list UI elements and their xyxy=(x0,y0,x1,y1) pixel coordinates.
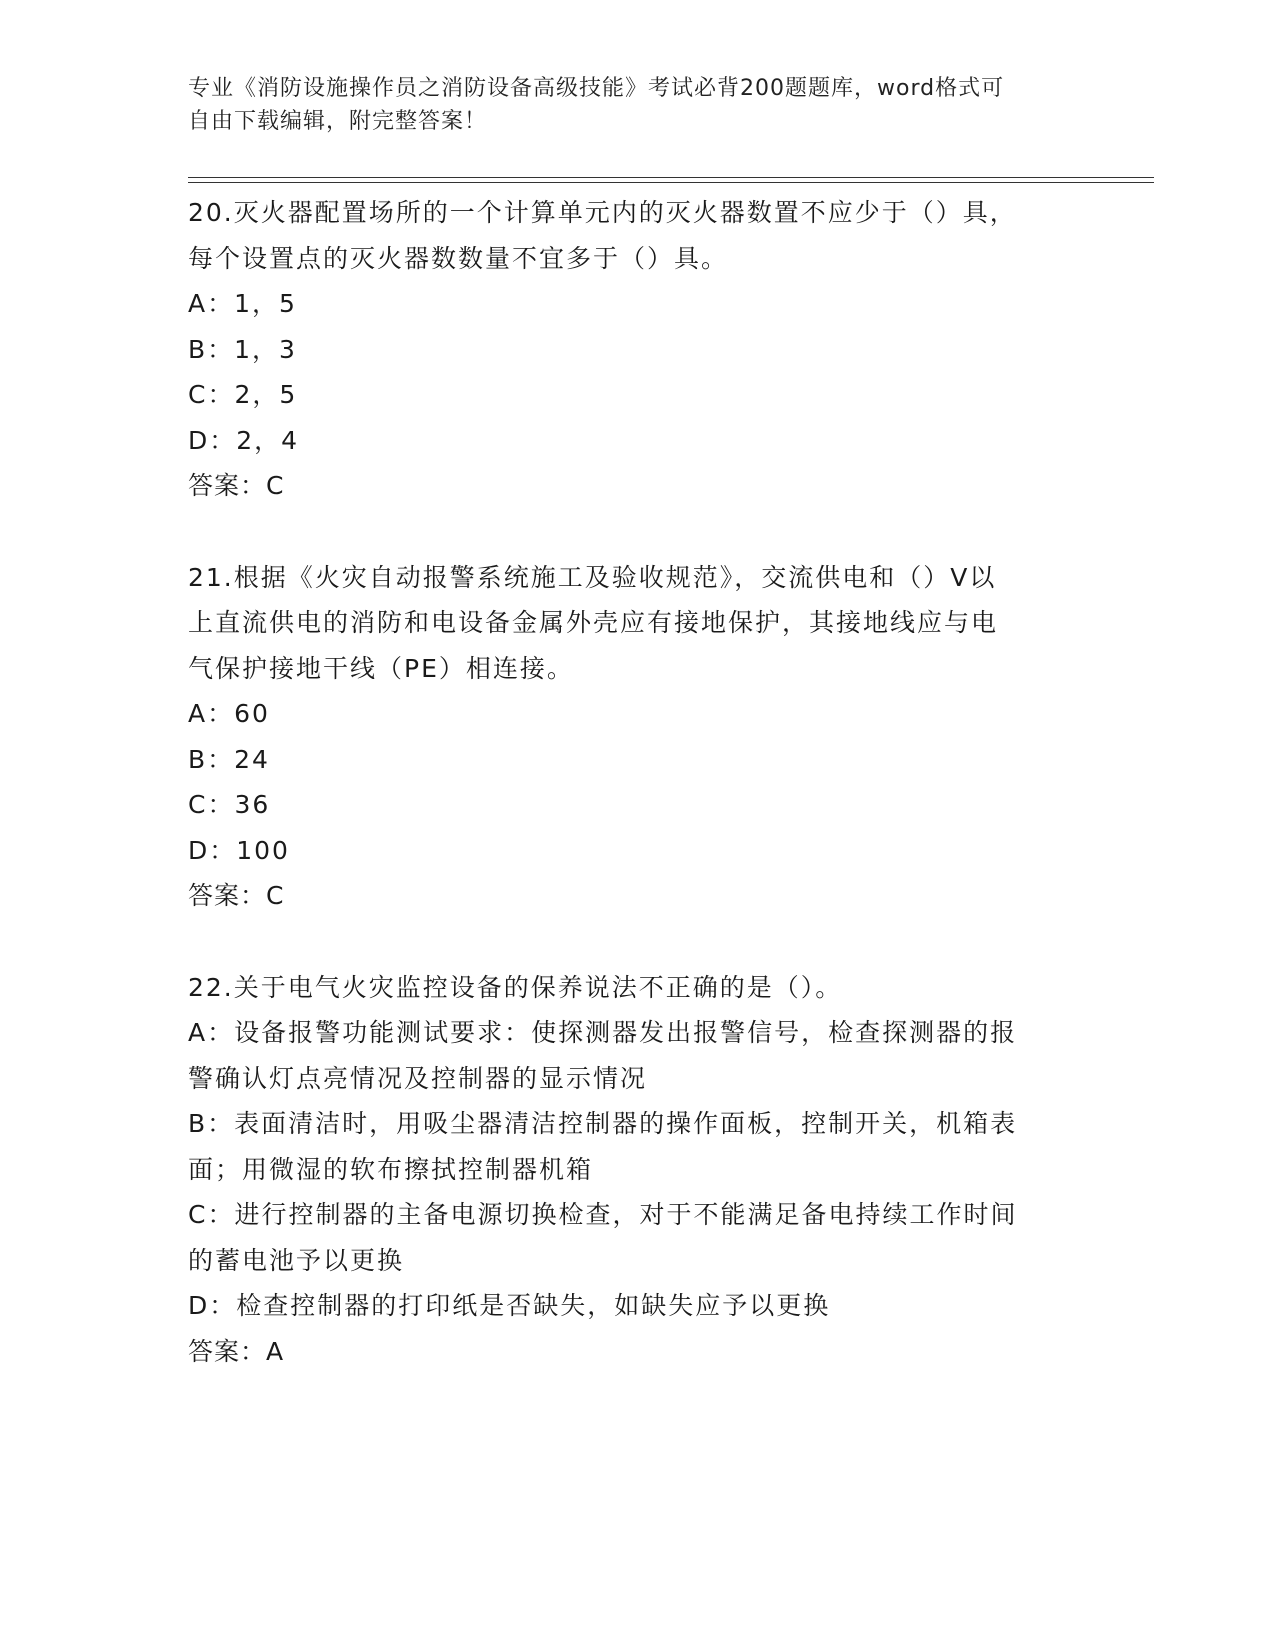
answer-line: 答案：C xyxy=(188,471,285,500)
option-c: C：2，5 xyxy=(188,380,298,409)
option-d: D：100 xyxy=(188,835,290,865)
question-22 xyxy=(188,965,1088,1375)
question-stem-line: 每个设置点的灭火器数数量不宜多于（）具。 xyxy=(188,243,729,273)
question-stem-line: 21.根据《火灾自动报警系统施工及验收规范》，交流供电和（）V以 xyxy=(188,562,997,592)
option-b: B：1，3 xyxy=(188,334,297,364)
option-b: B：表面清洁时，用吸尘器清洁控制器的操作面板，控制开关，机箱表 xyxy=(188,1109,1018,1138)
question-stem-line: 20.灭火器配置场所的一个计算单元内的灭火器数置不应少于（）具， xyxy=(188,198,1017,227)
question-21 xyxy=(188,555,1088,919)
question-stem-line: 22.关于电气火灾监控设备的保养说法不正确的是（）。 xyxy=(188,972,843,1002)
option-b: B：24 xyxy=(188,744,270,774)
option-c-continued: 的蓄电池予以更换 xyxy=(188,1245,405,1275)
option-a: A：设备报警功能测试要求：使探测器发出报警信号，检查探测器的报 xyxy=(188,1018,1018,1047)
answer-line: 答案：A xyxy=(188,1336,285,1366)
document-header xyxy=(188,72,1088,138)
header-divider-top xyxy=(188,177,1154,178)
option-a: A：60 xyxy=(188,699,270,728)
header-line-1: 专业《消防设施操作员之消防设备高级技能》考试必背200题题库，word格式可 xyxy=(188,76,1005,101)
option-d: D：检查控制器的打印纸是否缺失，如缺失应予以更换 xyxy=(188,1291,831,1320)
option-c: C：36 xyxy=(188,790,271,819)
header-divider-bottom xyxy=(188,182,1154,183)
header-line-2: 自由下载编辑，附完整答案！ xyxy=(188,109,488,134)
question-list xyxy=(188,190,1088,1374)
question-stem-line: 上直流供电的消防和电设备金属外壳应有接地保护，其接地线应与电 xyxy=(188,608,999,637)
answer-line: 答案：C xyxy=(188,881,285,910)
question-20 xyxy=(188,190,1088,509)
question-stem-line: 气保护接地干线（PE）相连接。 xyxy=(188,653,574,683)
option-a: A：1，5 xyxy=(188,289,297,318)
option-d: D：2，4 xyxy=(188,425,300,455)
option-b-continued: 面；用微湿的软布擦拭控制器机箱 xyxy=(188,1154,594,1184)
option-a-continued: 警确认灯点亮情况及控制器的显示情况 xyxy=(188,1063,648,1093)
option-c: C：进行控制器的主备电源切换检查，对于不能满足备电持续工作时间 xyxy=(188,1200,1018,1229)
